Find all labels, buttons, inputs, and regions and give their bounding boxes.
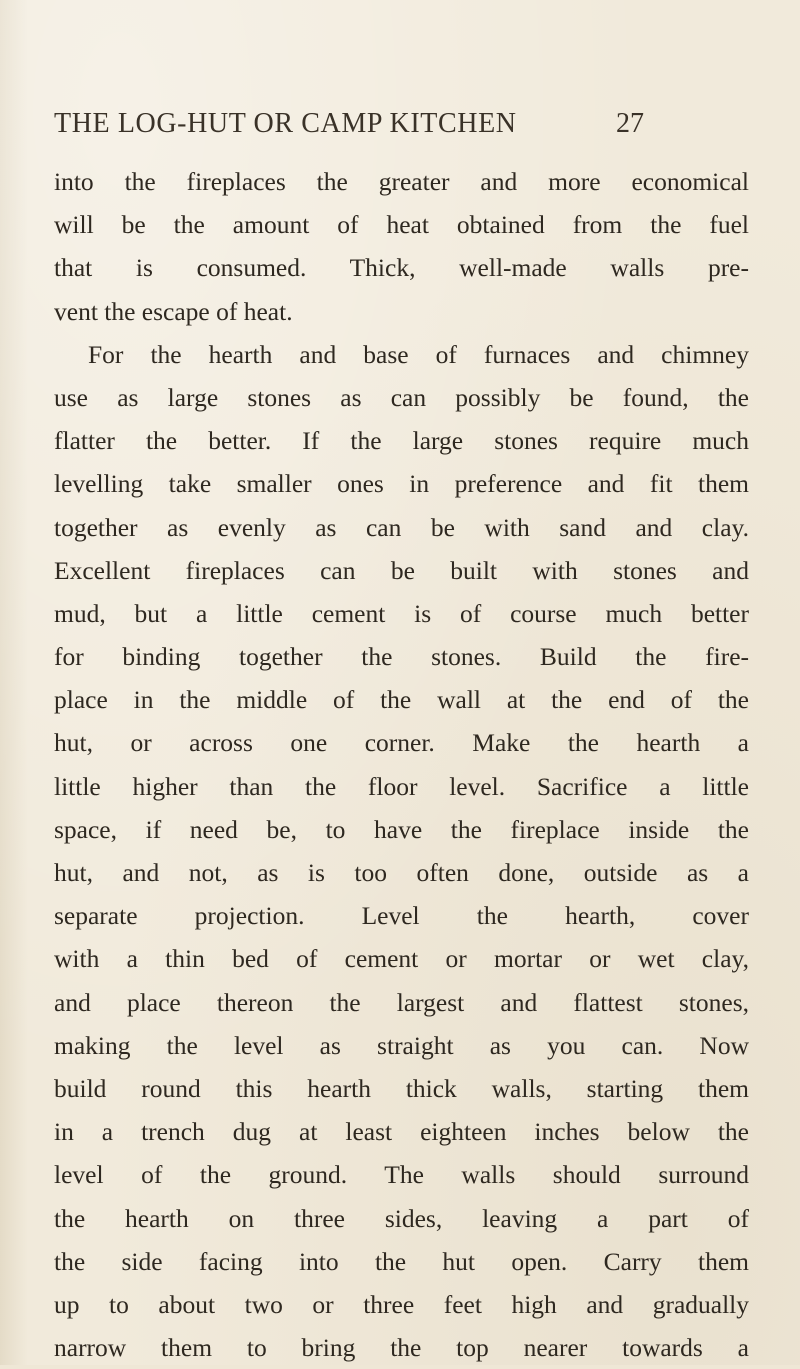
paragraph-start-line: For the hearth and base of furnaces and chimney: [88, 339, 749, 369]
text-line: together as evenly as can be with sand and clay.: [54, 512, 749, 542]
page-number: 27: [616, 108, 644, 139]
text-line: flatter the better. If the large stones require much: [54, 426, 749, 456]
running-title: THE LOG-HUT OR CAMP KITCHEN: [54, 108, 517, 139]
text-line: in a trench dug at least eighteen inches below the: [54, 1117, 749, 1147]
running-head: [0, 108, 800, 148]
text-line: will be the amount of heat obtained from the fuel: [54, 210, 749, 240]
text-line: Excellent fireplaces can be built with stones and: [54, 555, 749, 585]
text-line: vent the escape of heat.: [54, 296, 293, 326]
text-line: with a thin bed of cement or mortar or wet clay,: [54, 944, 749, 974]
text-line: the side facing into the hut open. Carry them: [54, 1246, 749, 1276]
text-line: separate projection. Level the hearth, cover: [54, 901, 749, 931]
text-line: hut, and not, as is too often done, outside as a: [54, 858, 749, 887]
body-text: [54, 160, 749, 1369]
text-line: mud, but a little cement is of course much better: [54, 598, 749, 628]
text-line: making the level as straight as you can. Now: [54, 1030, 749, 1060]
text-line: little higher than the floor level. Sacrifice a little: [54, 771, 749, 801]
text-line: space, if need be, to have the fireplace inside the: [54, 814, 749, 844]
text-line: place in the middle of the wall at the end of the: [54, 685, 749, 715]
text-line: build round this hearth thick walls, starting them: [54, 1073, 749, 1103]
text-line: narrow them to bring the top nearer towards a: [54, 1333, 749, 1363]
text-line: into the fireplaces the greater and more economical: [54, 167, 749, 196]
text-line: levelling take smaller ones in preference and fit them: [54, 469, 749, 499]
text-line: the hearth on three sides, leaving a part of: [54, 1203, 749, 1233]
text-line: for binding together the stones. Build the fire-: [54, 642, 749, 672]
text-line: that is consumed. Thick, well-made walls pre-: [54, 253, 749, 283]
text-line: use as large stones as can possibly be found, the: [54, 382, 749, 412]
text-line: level of the ground. The walls should surround: [54, 1160, 749, 1190]
text-line: hut, or across one corner. Make the hearth a: [54, 728, 749, 758]
text-line: up to about two or three feet high and gradually: [54, 1289, 749, 1319]
text-line: and place thereon the largest and flattest stones,: [54, 987, 749, 1017]
